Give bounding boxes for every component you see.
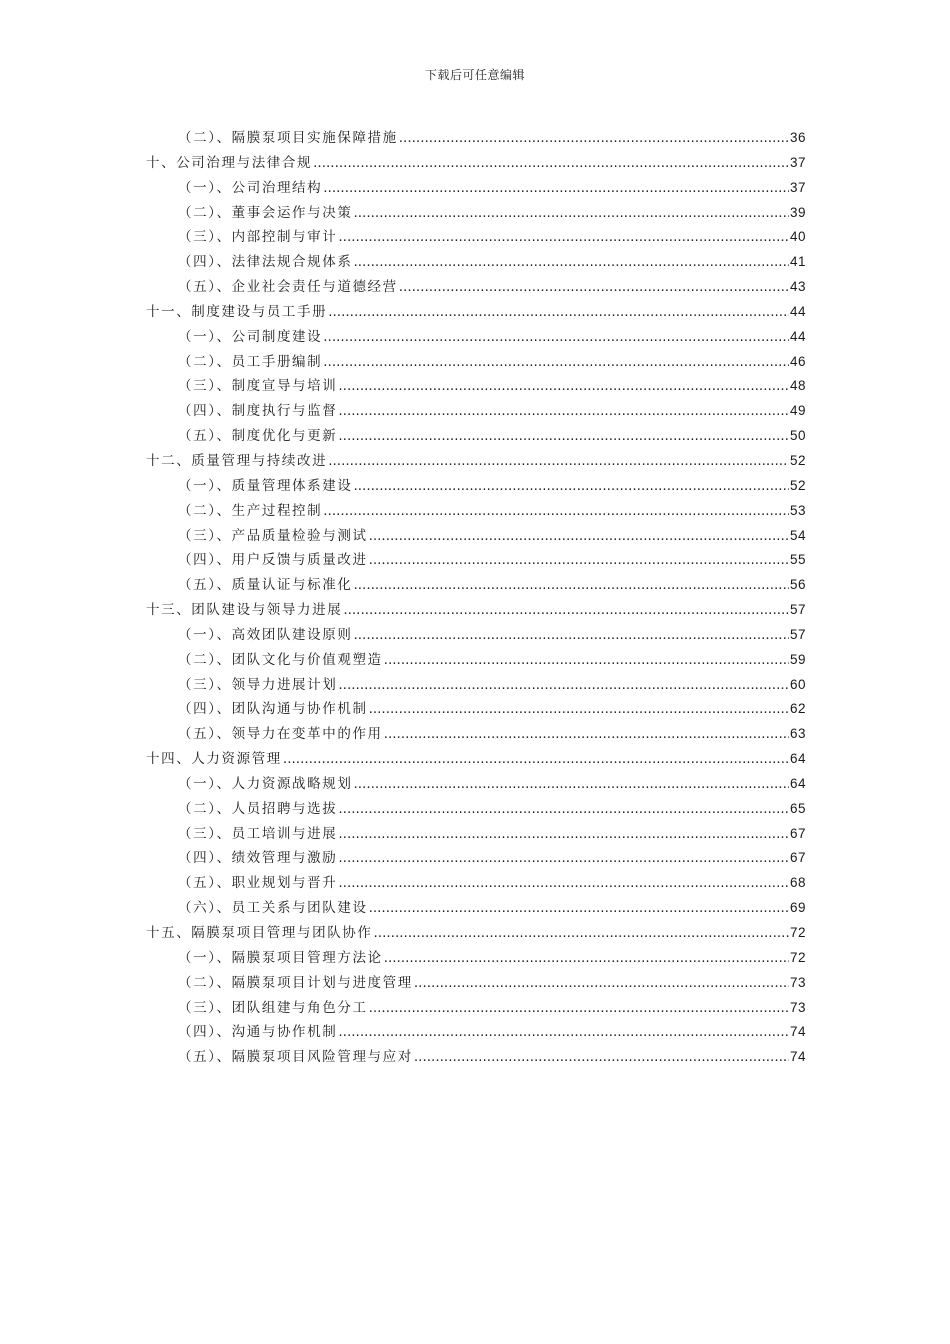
toc-section-entry[interactable] xyxy=(146,548,806,573)
toc-page-number: 52 xyxy=(789,452,806,468)
toc-entry-title: （一）、质量管理体系建设 xyxy=(178,477,353,494)
toc-page-number: 49 xyxy=(789,403,806,419)
toc-entry-title: （三）、领导力进展计划 xyxy=(178,676,338,693)
toc-page-number: 65 xyxy=(789,800,806,816)
toc-entry-title: 十二、质量管理与持续改进 xyxy=(146,452,328,469)
toc-leader-dots xyxy=(399,130,789,146)
toc-entry-title: （三）、团队组建与角色分工 xyxy=(178,999,368,1016)
toc-leader-dots xyxy=(353,254,789,270)
toc-section-entry[interactable] xyxy=(146,474,806,499)
toc-section-entry[interactable] xyxy=(146,1045,806,1070)
toc-leader-dots xyxy=(323,329,789,345)
toc-leader-dots xyxy=(338,875,789,891)
toc-entry-title: （一）、公司治理结构 xyxy=(178,179,323,196)
toc-entry-title: （五）、隔膜泵项目风险管理与应对 xyxy=(178,1049,413,1066)
toc-section-entry[interactable] xyxy=(146,350,806,375)
toc-leader-dots xyxy=(369,1000,789,1016)
toc-page-number: 46 xyxy=(789,353,806,369)
toc-leader-dots xyxy=(323,354,789,370)
toc-entry-title: （五）、职业规划与晋升 xyxy=(178,875,338,892)
toc-section-entry[interactable] xyxy=(146,896,806,921)
toc-chapter-entry[interactable] xyxy=(146,300,806,325)
toc-section-entry[interactable] xyxy=(146,399,806,424)
toc-section-entry[interactable] xyxy=(146,275,806,300)
toc-entry-title: 十、公司治理与法律合规 xyxy=(146,154,313,171)
toc-page-number: 62 xyxy=(789,701,806,717)
toc-page-number: 73 xyxy=(789,999,806,1015)
toc-page-number: 54 xyxy=(789,527,806,543)
toc-section-entry[interactable] xyxy=(146,623,806,648)
toc-entry-title: （四）、团队沟通与协作机制 xyxy=(178,701,368,718)
toc-leader-dots xyxy=(313,155,789,171)
toc-page-number: 74 xyxy=(789,1024,806,1040)
toc-page-number: 74 xyxy=(789,1049,806,1065)
toc-page-number: 44 xyxy=(789,303,806,319)
toc-page-number: 37 xyxy=(789,154,806,170)
toc-page-number: 41 xyxy=(789,254,806,270)
toc-entry-title: （二）、员工手册编制 xyxy=(178,353,323,370)
toc-page-number: 48 xyxy=(789,378,806,394)
toc-leader-dots xyxy=(384,652,789,668)
toc-section-entry[interactable] xyxy=(146,871,806,896)
toc-page-number: 72 xyxy=(789,925,806,940)
toc-page-number: 50 xyxy=(789,428,806,444)
toc-page-number: 63 xyxy=(789,726,806,742)
toc-section-entry[interactable] xyxy=(146,524,806,549)
toc-leader-dots xyxy=(353,205,789,221)
toc-leader-dots xyxy=(328,453,789,469)
toc-chapter-entry[interactable] xyxy=(146,151,806,176)
toc-page-number: 64 xyxy=(789,775,806,791)
toc-section-entry[interactable] xyxy=(146,1020,806,1045)
toc-entry-title: （四）、沟通与协作机制 xyxy=(178,1024,338,1041)
toc-section-entry[interactable] xyxy=(146,424,806,449)
toc-entry-title: （四）、法律法规合规体系 xyxy=(178,254,353,271)
toc-leader-dots xyxy=(369,900,789,916)
toc-entry-title: 十三、团队建设与领导力进展 xyxy=(146,602,343,619)
toc-page-number: 69 xyxy=(789,900,806,916)
toc-entry-title: （三）、产品质量检验与测试 xyxy=(178,527,368,544)
toc-leader-dots xyxy=(353,478,789,494)
toc-leader-dots xyxy=(384,950,789,966)
toc-entry-title: （五）、制度优化与更新 xyxy=(178,428,338,445)
toc-leader-dots xyxy=(414,975,789,991)
toc-page-number: 67 xyxy=(789,850,806,866)
toc-section-entry[interactable] xyxy=(146,971,806,996)
toc-leader-dots xyxy=(353,627,789,643)
toc-entry-title: （三）、员工培训与进展 xyxy=(178,825,338,842)
toc-entry-title: （一）、人力资源战略规划 xyxy=(178,775,353,792)
toc-entry-title: （四）、制度执行与监督 xyxy=(178,403,338,420)
toc-entry-title: （二）、隔膜泵项目实施保障措施 xyxy=(178,130,398,146)
toc-leader-dots xyxy=(369,528,789,544)
toc-section-entry[interactable] xyxy=(146,499,806,524)
toc-leader-dots xyxy=(353,776,789,792)
toc-entry-title: 十五、隔膜泵项目管理与团队协作 xyxy=(146,925,373,941)
toc-leader-dots xyxy=(374,925,789,941)
toc-page-number: 56 xyxy=(789,577,806,593)
toc-entry-title: （三）、制度宣导与培训 xyxy=(178,378,338,395)
toc-leader-dots xyxy=(338,378,789,394)
toc-page-number: 73 xyxy=(789,974,806,990)
toc-entry-title: （五）、领导力在变革中的作用 xyxy=(178,726,383,743)
toc-page-number: 72 xyxy=(789,949,806,965)
toc-entry-title: （五）、质量认证与标准化 xyxy=(178,577,353,594)
toc-leader-dots xyxy=(338,677,789,693)
toc-section-entry[interactable] xyxy=(146,325,806,350)
toc-leader-dots xyxy=(399,279,789,295)
toc-entry-title: （一）、隔膜泵项目管理方法论 xyxy=(178,949,383,966)
toc-page-number: 39 xyxy=(789,204,806,220)
toc-page-number: 40 xyxy=(789,229,806,245)
toc-entry-title: 十四、人力资源管理 xyxy=(146,751,282,768)
toc-section-entry[interactable] xyxy=(146,250,806,275)
toc-section-entry[interactable] xyxy=(146,126,806,151)
toc-leader-dots xyxy=(323,503,789,519)
toc-section-entry[interactable] xyxy=(146,772,806,797)
toc-entry-title: （四）、用户反馈与质量改进 xyxy=(178,552,368,569)
toc-section-entry[interactable] xyxy=(146,201,806,226)
toc-section-entry[interactable] xyxy=(146,374,806,399)
toc-page-number: 64 xyxy=(789,751,806,767)
toc-leader-dots xyxy=(328,304,789,320)
toc-page-number: 36 xyxy=(789,130,806,145)
table-of-contents xyxy=(146,126,806,1070)
toc-section-entry[interactable] xyxy=(146,225,806,250)
toc-section-entry[interactable] xyxy=(146,176,806,201)
toc-section-entry[interactable] xyxy=(146,697,806,722)
toc-chapter-entry[interactable] xyxy=(146,598,806,623)
toc-page-number: 57 xyxy=(789,626,806,642)
toc-entry-title: （一）、高效团队建设原则 xyxy=(178,626,353,643)
toc-chapter-entry[interactable] xyxy=(146,921,806,946)
toc-entry-title: 十一、制度建设与员工手册 xyxy=(146,303,328,320)
toc-entry-title: （二）、隔膜泵项目计划与进度管理 xyxy=(178,974,413,991)
toc-section-entry[interactable] xyxy=(146,996,806,1021)
toc-leader-dots xyxy=(338,826,789,842)
toc-entry-title: （二）、生产过程控制 xyxy=(178,502,323,519)
toc-entry-title: （二）、团队文化与价值观塑造 xyxy=(178,651,383,668)
toc-page-number: 60 xyxy=(789,676,806,692)
toc-leader-dots xyxy=(338,801,789,817)
toc-entry-title: （四）、绩效管理与激励 xyxy=(178,850,338,867)
toc-chapter-entry[interactable] xyxy=(146,747,806,772)
toc-leader-dots xyxy=(338,229,789,245)
toc-page-number: 43 xyxy=(789,279,806,295)
toc-page-number: 44 xyxy=(789,328,806,344)
toc-page-number: 55 xyxy=(789,552,806,568)
toc-entry-title: （二）、人员招聘与选拔 xyxy=(178,800,338,817)
toc-chapter-entry[interactable] xyxy=(146,449,806,474)
toc-section-entry[interactable] xyxy=(146,648,806,673)
toc-section-entry[interactable] xyxy=(146,573,806,598)
toc-leader-dots xyxy=(414,1049,789,1065)
toc-section-entry[interactable] xyxy=(146,822,806,847)
toc-section-entry[interactable] xyxy=(146,846,806,871)
page-header: 下载后可任意编辑 xyxy=(424,68,525,82)
toc-leader-dots xyxy=(338,428,789,444)
toc-leader-dots xyxy=(343,602,789,618)
toc-leader-dots xyxy=(353,577,789,593)
toc-entry-title: （三）、内部控制与审计 xyxy=(178,229,338,246)
toc-section-entry[interactable] xyxy=(146,946,806,971)
toc-leader-dots xyxy=(369,701,789,717)
toc-section-entry[interactable] xyxy=(146,722,806,747)
toc-leader-dots xyxy=(338,1024,789,1040)
toc-leader-dots xyxy=(384,726,789,742)
toc-leader-dots xyxy=(323,180,789,196)
toc-page-number: 37 xyxy=(789,179,806,195)
toc-entry-title: （一）、公司制度建设 xyxy=(178,328,323,345)
toc-entry-title: （二）、董事会运作与决策 xyxy=(178,204,353,221)
toc-page-number: 59 xyxy=(789,651,806,667)
toc-page-number: 68 xyxy=(789,875,806,891)
toc-entry-title: （六）、员工关系与团队建设 xyxy=(178,900,368,917)
toc-section-entry[interactable] xyxy=(146,673,806,698)
toc-leader-dots xyxy=(283,751,789,767)
toc-section-entry[interactable] xyxy=(146,797,806,822)
toc-leader-dots xyxy=(338,850,789,866)
toc-page-number: 53 xyxy=(789,502,806,518)
toc-page-number: 67 xyxy=(789,825,806,841)
toc-leader-dots xyxy=(338,403,789,419)
toc-leader-dots xyxy=(369,552,789,568)
toc-page-number: 57 xyxy=(789,602,806,618)
toc-entry-title: （五）、企业社会责任与道德经营 xyxy=(178,279,398,296)
toc-page-number: 52 xyxy=(789,477,806,493)
